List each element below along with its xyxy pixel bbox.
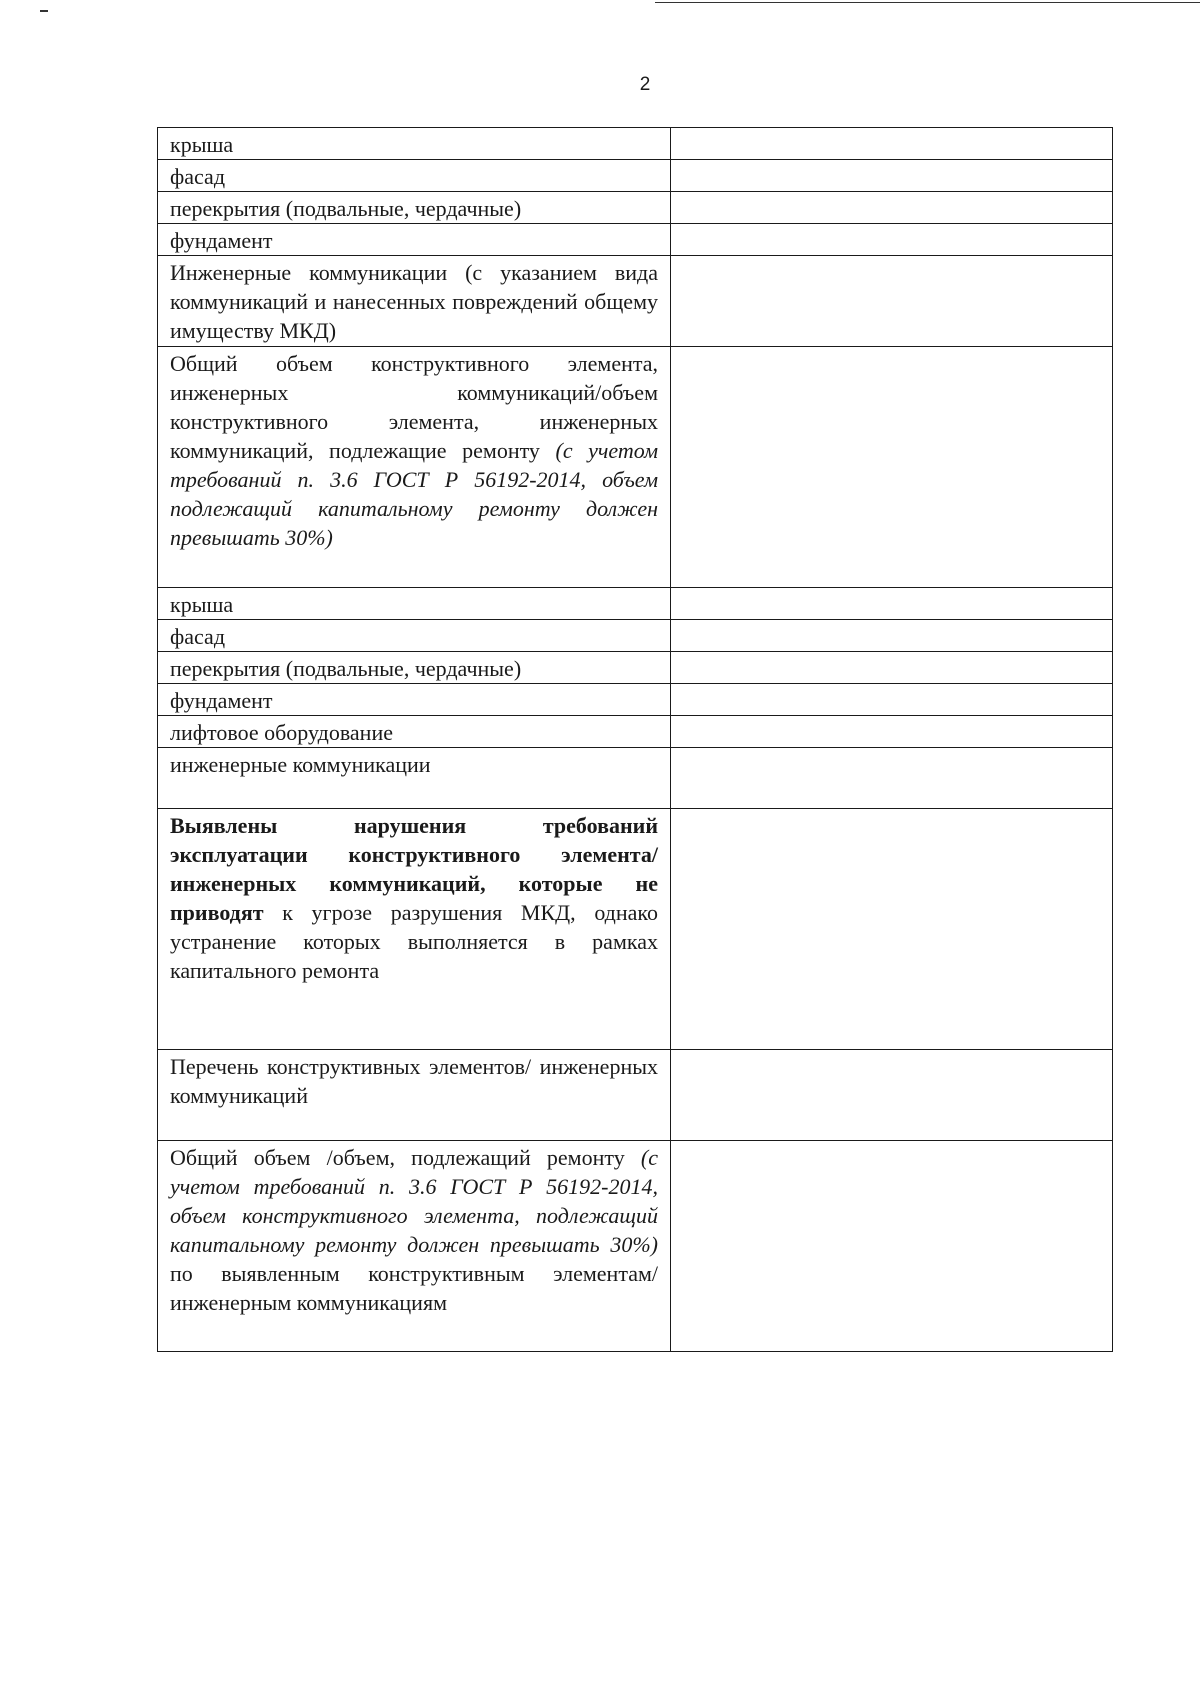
row-label: фасад: [158, 160, 671, 192]
table-row: [158, 652, 1113, 684]
value-cell: [671, 347, 1113, 588]
value-cell: [671, 716, 1113, 748]
table-row: [158, 684, 1113, 716]
row-label: Инженерные коммуникации (с указанием вида коммуникаций и нанесенных повреждений общему имуществу МКД): [158, 256, 671, 347]
value-cell: [671, 256, 1113, 347]
scan-mark-top-left: [40, 10, 48, 12]
table-row: [158, 128, 1113, 160]
table-row: [158, 620, 1113, 652]
row-label-text: к угрозе разрушения МКД, однако устранение которых выполняется в рамках капитального ремонта: [170, 900, 658, 983]
inspection-table: [157, 127, 1113, 1352]
table-row: [158, 192, 1113, 224]
row-label-italic: (с учетом требований п. 3.6 ГОСТ Р 56192-2014, объем конструктивного элемента, подлежащий капитальному ремонту должен превышать 30%): [170, 1145, 658, 1257]
row-label-text: Общий объем /объем, подлежащий ремонту: [170, 1145, 641, 1170]
row-label-text-after: по выявленным конструктивным элементам/ инженерным коммуникациям: [170, 1261, 658, 1315]
row-label: фундамент: [158, 224, 671, 256]
value-cell: [671, 748, 1113, 809]
value-cell: [671, 160, 1113, 192]
row-label: фундамент: [158, 684, 671, 716]
value-cell: [671, 1141, 1113, 1352]
row-label-bold: Выявлены нарушения требований эксплуатации конструктивного элемента/инженерных коммуникаций, которые не приводят: [170, 813, 658, 925]
value-cell: [671, 652, 1113, 684]
value-cell: [671, 809, 1113, 1050]
table-row: [158, 1141, 1113, 1352]
row-label: [158, 1141, 671, 1352]
table-row: [158, 347, 1113, 588]
value-cell: [671, 128, 1113, 160]
row-label-italic: (с учетом требований п. 3.6 ГОСТ Р 56192-2014, объем подлежащий капитальному ремонту должен превышать 30%): [170, 438, 658, 550]
row-label: фасад: [158, 620, 671, 652]
table-row: [158, 160, 1113, 192]
row-label: лифтовое оборудование: [158, 716, 671, 748]
row-label-text: Общий объем конструктивного элемента, инженерных коммуникаций/объем конструктивного элемента, инженерных коммуникаций, подлежащие ремонту: [170, 351, 658, 463]
value-cell: [671, 588, 1113, 620]
value-cell: [671, 1050, 1113, 1141]
row-label: крыша: [158, 128, 671, 160]
row-label: крыша: [158, 588, 671, 620]
table-row: [158, 1050, 1113, 1141]
page-number: 2: [639, 74, 651, 95]
table-row: [158, 256, 1113, 347]
row-label: Перечень конструктивных элементов/ инженерных коммуникаций: [158, 1050, 671, 1141]
table-row: [158, 809, 1113, 1050]
row-label: [158, 809, 671, 1050]
row-label: перекрытия (подвальные, чердачные): [158, 192, 671, 224]
row-label: инженерные коммуникации: [158, 748, 671, 809]
table-row: [158, 588, 1113, 620]
table-row: [158, 224, 1113, 256]
value-cell: [671, 620, 1113, 652]
scan-mark-top-line: [655, 2, 1200, 3]
table-row: [158, 716, 1113, 748]
value-cell: [671, 684, 1113, 716]
table-row: [158, 748, 1113, 809]
row-label: [158, 347, 671, 588]
row-label: перекрытия (подвальные, чердачные): [158, 652, 671, 684]
value-cell: [671, 224, 1113, 256]
value-cell: [671, 192, 1113, 224]
